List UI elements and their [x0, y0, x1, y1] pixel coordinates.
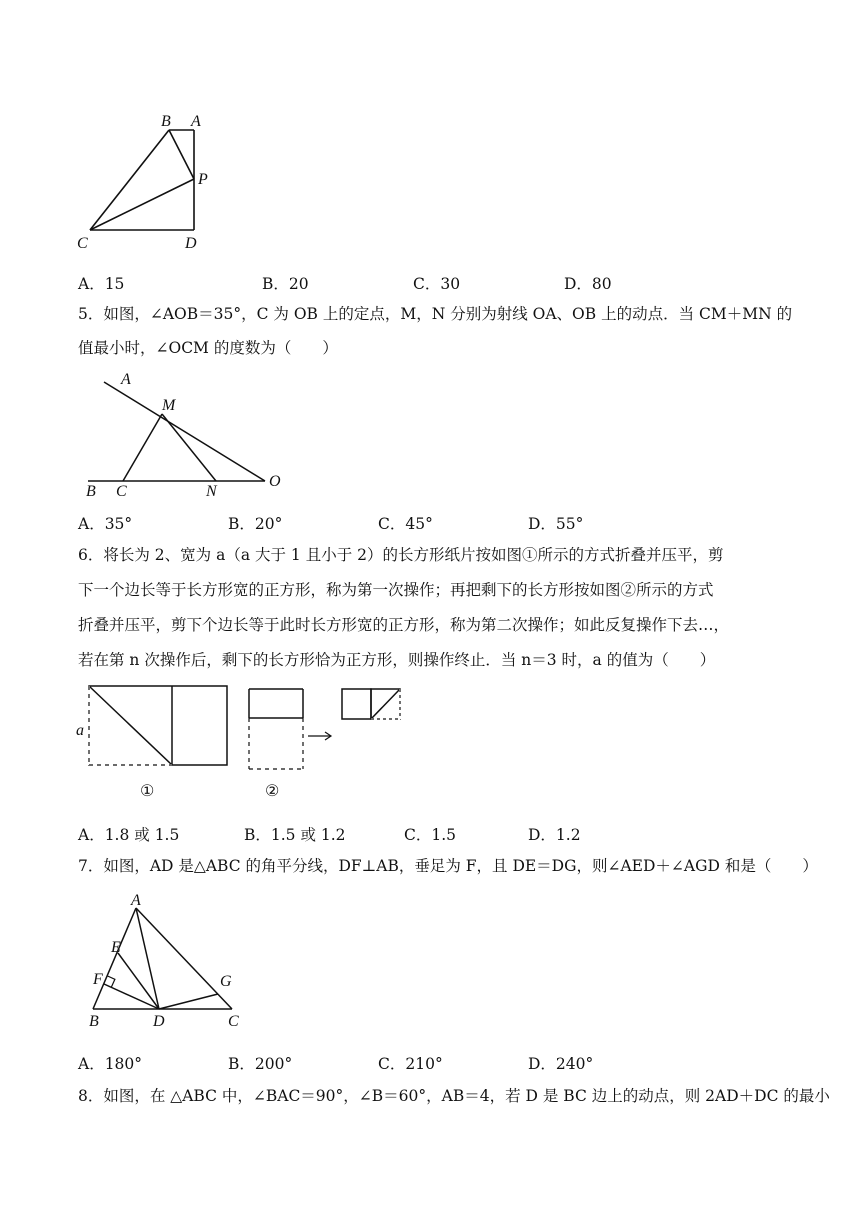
q6-figure	[72, 680, 412, 805]
q7-label-g: G	[220, 973, 232, 990]
q5-option-b: B．20°	[228, 515, 283, 533]
q7-label-a: A	[131, 892, 141, 909]
q6-option-b: B．1.5 或 1.2	[244, 826, 346, 844]
q4-label-b: B	[161, 113, 171, 130]
q4-label-p: P	[198, 171, 208, 188]
q7-label-f: F	[93, 971, 103, 988]
q4-option-b: B．20	[262, 275, 309, 293]
q8-stem-line1: 8．如图，在 △ABC 中，∠BAC＝90°，∠B＝60°，AB＝4，若 D 是 BC 边上的动点，则 2AD＋DC 的最小	[78, 1087, 830, 1105]
q4-option-d: D．80	[564, 275, 612, 293]
q5-label-b: B	[86, 483, 96, 500]
q7-option-c: C．210°	[378, 1055, 443, 1073]
q6-option-a: A．1.8 或 1.5	[78, 826, 180, 844]
q5-label-o: O	[269, 473, 281, 490]
q5-stem-line2: 值最小时，∠OCM 的度数为（ ）	[78, 339, 338, 357]
q6-stem-line2: 下一个边长等于长方形宽的正方形，称为第一次操作；再把剩下的长方形按如图②所示的方式	[78, 581, 714, 599]
q5-stem-line1: 5．如图，∠AOB＝35°，C 为 OB 上的定点，M，N 分别为射线 OA、OB 上的动点．当 CM＋MN 的	[78, 305, 793, 323]
q7-figure	[82, 892, 252, 1032]
q6-option-c: C．1.5	[404, 826, 457, 844]
q7-label-b: B	[89, 1013, 99, 1030]
q6-label-fig2: ②	[265, 783, 280, 800]
q7-option-b: B．200°	[228, 1055, 293, 1073]
q4-label-a: A	[191, 113, 201, 130]
q7-stem-line1: 7．如图，AD 是△ABC 的角平分线，DF⊥AB，垂足为 F，且 DE＝DG，则∠AED＋∠AGD 和是（ ）	[78, 857, 818, 875]
q6-stem-line4: 若在第 n 次操作后，剩下的长方形恰为正方形，则操作终止．当 n＝3 时，a 的值为（ ）	[78, 651, 716, 669]
q5-option-a: A．35°	[78, 515, 133, 533]
q7-label-d: D	[153, 1013, 165, 1030]
q5-option-d: D．55°	[528, 515, 584, 533]
q7-label-c: C	[228, 1013, 239, 1030]
q4-label-d: D	[185, 235, 197, 252]
q6-label-a: a	[76, 722, 84, 739]
q6-label-fig1: ①	[140, 783, 155, 800]
q7-option-a: A．180°	[78, 1055, 143, 1073]
q7-label-e: E	[111, 939, 121, 956]
q5-label-m: M	[162, 397, 176, 414]
q5-label-a: A	[121, 371, 131, 388]
q6-stem-line1: 6．将长为 2、宽为 a（a 大于 1 且小于 2）的长方形纸片按如图①所示的方式折叠并压平，剪	[78, 546, 724, 564]
q5-option-c: C．45°	[378, 515, 433, 533]
q4-option-c: C．30	[413, 275, 461, 293]
q6-stem-line3: 折叠并压平，剪下个边长等于此时长方形宽的正方形，称为第二次操作；如此反复操作下去…，	[78, 616, 730, 634]
q6-option-d: D．1.2	[528, 826, 581, 844]
q5-label-n: N	[206, 483, 217, 500]
q4-figure	[75, 110, 235, 255]
q4-label-c: C	[77, 235, 88, 252]
q4-option-a: A．15	[78, 275, 125, 293]
q5-figure	[80, 370, 290, 500]
q5-label-c: C	[116, 483, 127, 500]
q7-option-d: D．240°	[528, 1055, 594, 1073]
